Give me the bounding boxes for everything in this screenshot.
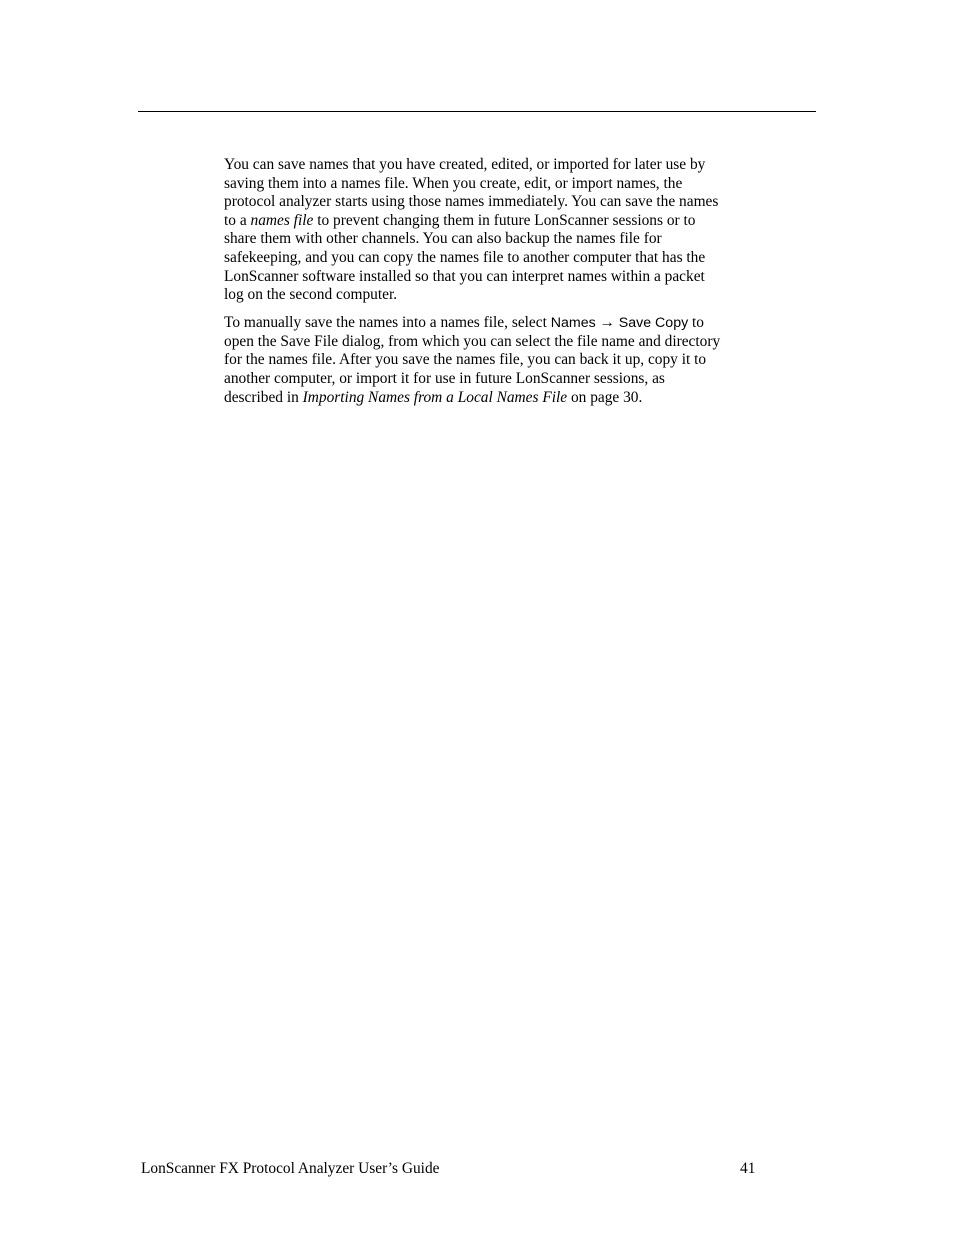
text-line: another computer, or import it for use in future LonScanner sessions, as <box>224 370 665 388</box>
text-line <box>224 389 820 408</box>
text-line: log on the second computer. <box>224 286 398 304</box>
footer-document-title: LonScanner FX Protocol Analyzer User’s Guide <box>141 1160 440 1177</box>
text-line: protocol analyzer starts using those names immediately. You can save the names <box>224 193 719 211</box>
text-fragment: described in <box>224 388 303 406</box>
body-text <box>224 156 820 417</box>
text-line: share them with other channels. You can also backup the names file for <box>224 230 662 248</box>
header-rule <box>138 111 816 112</box>
paragraph-manual-save <box>224 314 820 407</box>
text-fragment: to a <box>224 211 251 229</box>
text-line: open the Save File dialog, from which you can select the file name and directory <box>224 332 721 350</box>
text-line: safekeeping, and you can copy the names file to another computer that has the <box>224 248 706 266</box>
text-fragment: on page 30. <box>567 388 643 406</box>
cross-reference-title: Importing Names from a Local Names File <box>302 388 568 406</box>
text-line: saving them into a names file. When you create, edit, or import names, the <box>224 174 683 192</box>
paragraph-save-names-intro <box>224 156 820 305</box>
menu-save-copy-label: Save Copy <box>618 315 689 332</box>
text-fragment: to prevent changing them in future LonScanner sessions or to <box>313 211 696 229</box>
menu-names-label: Names <box>550 315 596 332</box>
footer-page-number: 41 <box>740 1160 756 1177</box>
text-line: for the names file. After you save the names file, you can back it up, copy it to <box>224 351 707 369</box>
term-names-file: names file <box>250 211 314 229</box>
text-fragment: to <box>688 314 705 332</box>
text-fragment: To manually save the names into a names file, select <box>224 314 551 332</box>
text-line: You can save names that you have created, edited, or imported for later use by <box>224 156 706 173</box>
text-line <box>224 212 820 231</box>
text-line <box>224 314 820 333</box>
arrow-glyph: → <box>595 314 619 332</box>
text-line: LonScanner software installed so that you can interpret names within a packet <box>224 267 705 285</box>
